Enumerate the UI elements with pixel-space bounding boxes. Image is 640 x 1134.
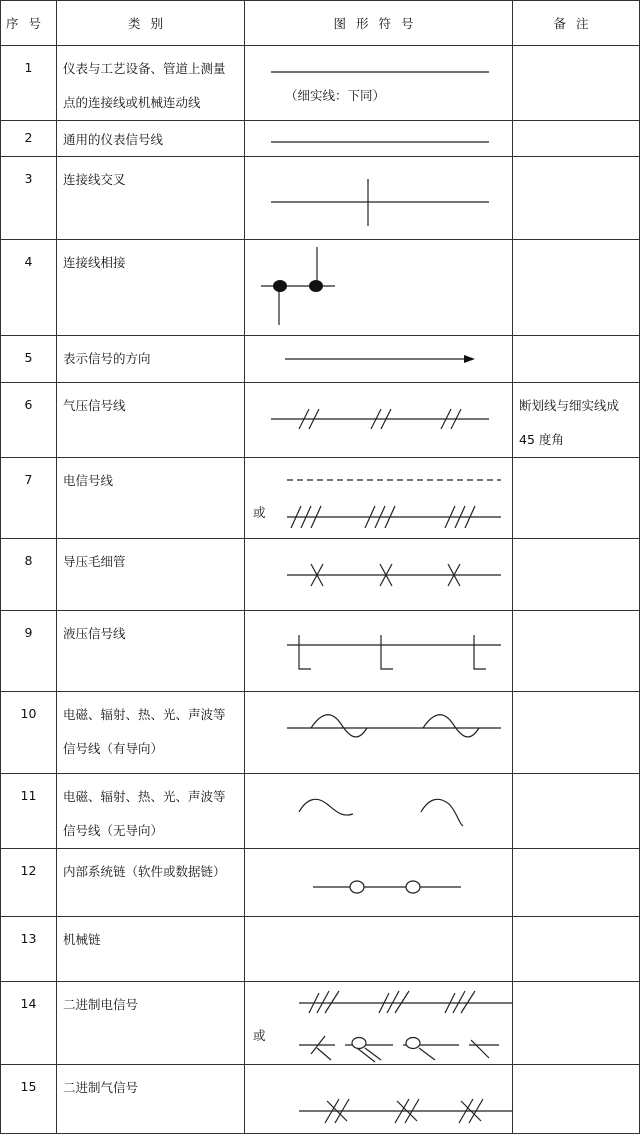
row-no: 3	[1, 157, 57, 240]
category-line: 信号线（有导向）	[63, 741, 164, 756]
row-note	[513, 539, 640, 611]
row-category: 机械链	[57, 917, 245, 982]
table-row	[1, 1065, 640, 1134]
row-note	[513, 458, 640, 539]
table-row	[1, 849, 640, 917]
row-note	[513, 774, 640, 849]
row-note	[513, 692, 640, 774]
table-row	[1, 982, 640, 1065]
row-no: 4	[1, 240, 57, 336]
header-category: 类别	[57, 1, 245, 46]
header-symbol: 图形符号	[245, 1, 513, 46]
row-note	[513, 121, 640, 157]
symbol-electric-signal-line	[245, 458, 513, 539]
row-category: 内部系统链（软件或数据链）	[57, 849, 245, 917]
table-row	[1, 611, 640, 692]
table-row	[1, 383, 640, 458]
symbol-hint: （细实线：下同）	[285, 88, 386, 103]
row-no: 9	[1, 611, 57, 692]
symbol-fine-solid-line	[245, 46, 513, 121]
category-line: 点的连接线或机械连动线	[63, 95, 201, 110]
header-note: 备注	[513, 1, 640, 46]
row-note	[513, 917, 640, 982]
symbol-binary-pneumatic-signal	[245, 1065, 513, 1134]
table-row	[1, 240, 640, 336]
row-no: 7	[1, 458, 57, 539]
row-note	[513, 157, 640, 240]
row-no: 15	[1, 1065, 57, 1134]
row-category: 二进制气信号	[57, 1065, 245, 1134]
row-note	[513, 849, 640, 917]
row-category: 导压毛细管	[57, 539, 245, 611]
row-category: 二进制电信号	[57, 982, 245, 1065]
row-category: 气压信号线	[57, 383, 245, 458]
table-row	[1, 774, 640, 849]
row-no: 13	[1, 917, 57, 982]
row-note	[513, 611, 640, 692]
row-no: 14	[1, 982, 57, 1065]
row-no: 10	[1, 692, 57, 774]
table-row	[1, 539, 640, 611]
category-line: 电磁、辐射、热、光、声波等	[63, 707, 226, 722]
row-category: 电信号线	[57, 458, 245, 539]
symbol-unguided-wave-signal	[245, 774, 513, 849]
note-line: 45 度角	[519, 432, 564, 447]
row-no: 8	[1, 539, 57, 611]
symbol-guided-wave-signal	[245, 692, 513, 774]
symbol-mechanical-link	[245, 917, 513, 982]
row-no: 5	[1, 336, 57, 383]
or-label: 或	[253, 505, 266, 520]
row-note	[513, 1065, 640, 1134]
symbol-capillary-tube	[245, 539, 513, 611]
row-note	[513, 982, 640, 1065]
row-no: 6	[1, 383, 57, 458]
row-category: 表示信号的方向	[57, 336, 245, 383]
header-no: 序号	[1, 1, 57, 46]
table-row	[1, 917, 640, 982]
row-category: 液压信号线	[57, 611, 245, 692]
row-category	[57, 774, 245, 849]
category-line: 电磁、辐射、热、光、声波等	[63, 789, 226, 804]
symbol-pneumatic-signal-line	[245, 383, 513, 458]
symbol-line-junction	[245, 240, 513, 336]
row-no: 2	[1, 121, 57, 157]
row-no: 11	[1, 774, 57, 849]
symbol-line-crossing	[245, 157, 513, 240]
or-label: 或	[253, 1028, 266, 1043]
symbol-binary-electric-signal	[245, 982, 513, 1065]
symbol-hydraulic-signal-line	[245, 611, 513, 692]
row-no: 1	[1, 46, 57, 121]
category-line: 仪表与工艺设备、管道上测量	[63, 61, 226, 76]
note-line: 断划线与细实线成	[519, 398, 620, 413]
row-category	[57, 46, 245, 121]
row-category: 通用的仪表信号线	[57, 121, 245, 157]
row-category	[57, 692, 245, 774]
table-row	[1, 46, 640, 121]
row-note	[513, 240, 640, 336]
symbol-internal-system-link	[245, 849, 513, 917]
row-note	[513, 383, 640, 458]
table-row	[1, 692, 640, 774]
category-line: 信号线（无导向）	[63, 823, 164, 838]
row-category: 连接线相接	[57, 240, 245, 336]
row-note	[513, 46, 640, 121]
row-category: 连接线交叉	[57, 157, 245, 240]
symbol-signal-direction-arrow	[245, 336, 513, 383]
symbol-general-signal-line	[245, 121, 513, 157]
table-row	[1, 458, 640, 539]
table-row	[1, 157, 640, 240]
row-no: 12	[1, 849, 57, 917]
